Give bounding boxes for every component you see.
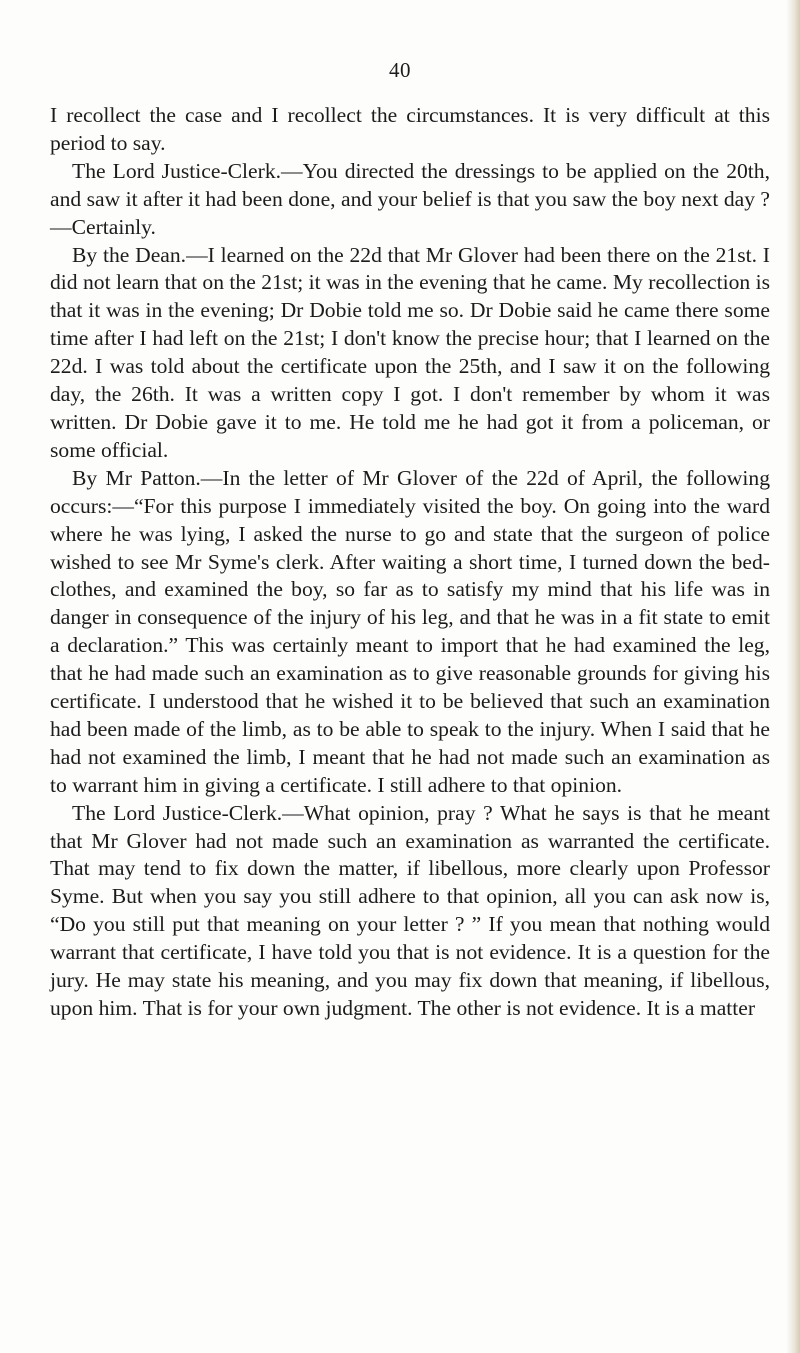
paragraph: The Lord Justice-Clerk.—What opinion, pray ? What he says is that he meant that Mr Glover had not made such an examination as warranted the certificate. That may tend to fix down the matter, if libellous, more clearly upon Professor Syme. But when you say you still adhere to that opinion, all you can ask now is, “Do you still put that meaning on your letter ? ” If you mean that nothing would warrant that certificate, I have told you that is not evidence. It is a question for the jury. He may state his meaning, and you may fix down that meaning, if libellous, upon him. That is for your own judgment. The other is not evidence. It is a matter xyxy=(50,800,770,1020)
body-text xyxy=(50,102,770,1023)
paragraph: By the Dean.—I learned on the 22d that Mr Glover had been there on the 21st. I did not learn that on the 21st; it was in the evening that he came. My recollection is that it was in the evening; Dr Dobie told me so. Dr Dobie said he came there some time after I had left on the 21st; I don't know the precise hour; that I learned on the 22d. I was told about the certificate upon the 25th, and I saw it on the following day, the 26th. It was a written copy I got. I don't remember by whom it was written. Dr Dobie gave it to me. He told me he had got it from a policeman, or some official. xyxy=(50,242,770,462)
paragraph: By Mr Patton.—In the letter of Mr Glover of the 22d of April, the following occurs:—“For this purpose I immediately visited the boy. On going into the ward where he was lying, I asked the nurse to go and state that the surgeon of police wished to see Mr Syme's clerk. After waiting a short time, I turned down the bed-clothes, and examined the boy, so far as to satisfy my mind that his life was in danger in consequence of the injury of his leg, and that he was in a fit state to emit a declaration.” This was certainly meant to import that he had examined the leg, that he had made such an examination as to give reasonable grounds for giving his certificate. I understood that he wished it to be believed that such an examination had been made of the limb, as to be able to speak to the injury. When I said that he had not examined the limb, I meant that he had not made such an examination as to warrant him in giving a certificate. I still adhere to that opinion. xyxy=(50,465,770,797)
page-number: 40 xyxy=(389,58,411,82)
paragraph: I recollect the case and I recollect the circumstances. It is very difficult at this period to say. xyxy=(50,103,770,155)
page-edge-shading xyxy=(786,0,800,1353)
paragraph: The Lord Justice-Clerk.—You directed the dressings to be applied on the 20th, and saw it after it had been done, and your belief is that you saw the boy next day ?—Certainly. xyxy=(50,158,770,239)
